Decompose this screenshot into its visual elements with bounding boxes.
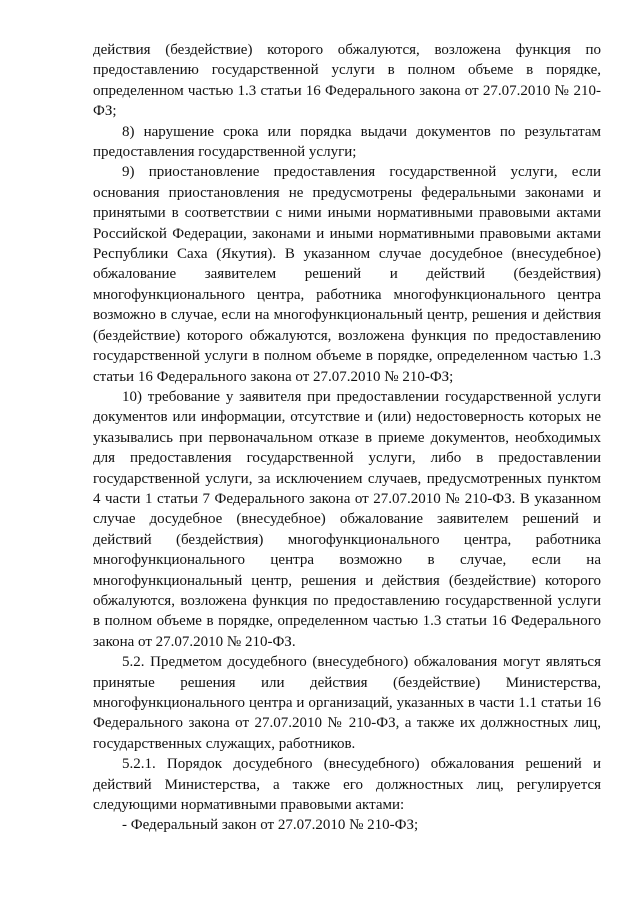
paragraph-item-8: 8) нарушение срока или порядка выдачи документов по результатам предоставления государственной услуги; — [93, 123, 601, 161]
list-item-federal-law: - Федеральный закон от 27.07.2010 № 210-ФЗ; — [122, 817, 419, 834]
paragraph-item-9: 9) приостановление предоставления государственной услуги, если основания приостановления не предусмотрены федеральными законами и принятыми в соответствии с ними иными нормативными правовыми актами Российской Федерации, законами и иными нормативными правовыми актами Республики Саха (Якутия). В указанном случае досудебное (внесудебное) обжалование заявителем решений и действий (бездействия) многофункционального центра, работника многофункционального центра возможно в случае, если на многофункциональный центр, решения и действия (бездействие) которого обжалуются, возложена функция по предоставлению государственной услуги в полном объеме в порядке, определенном частью 1.3 статьи 16 Федерального закона от 27.07.2010 № 210-ФЗ; — [93, 164, 601, 385]
paragraph-continuation: действия (бездействие) которого обжалуются, возложена функция по предоставлению государственной услуги в полном объеме в порядке, определенном частью 1.3 статьи 16 Федерального закона от 27.07.2010 № 210-ФЗ; — [93, 42, 601, 120]
paragraph-5-2: 5.2. Предметом досудебного (внесудебного) обжалования могут являться принятые решения или действия (бездействие) Министерства, многофункционального центра и организаций, указанных в части 1.1 статьи 16 Федерального закона от 27.07.2010 № 210-ФЗ, а также их должностных лиц, государственных служащих, работников. — [93, 654, 601, 752]
document-body — [93, 40, 601, 836]
paragraph-5-2-1: 5.2.1. Порядок досудебного (внесудебного) обжалования решений и действий Министерства, а также его должностных лиц, регулируется следующими нормативными правовыми актами: — [93, 756, 601, 814]
paragraph-item-10: 10) требование у заявителя при предоставлении государственной услуги документов или информации, отсутствие и (или) недостоверность которых не указывались при первоначальном отказе в приеме документов, необходимых для предоставления государственной услуги, либо в предоставлении государственной услуги, за исключением случаев, предусмотренных пунктом 4 части 1 статьи 7 Федерального закона от 27.07.2010 № 210-ФЗ. В указанном случае досудебное (внесудебное) обжалование заявителем решений и действий (бездействия) многофункционального центра, работника многофункционального центра возможно в случае, если на многофункциональный центр, решения и действия (бездействие) которого обжалуются, возложена функция по предоставлению государственной услуги в полном объеме в порядке, определенном частью 1.3 статьи 16 Федерального закона от 27.07.2010 № 210-ФЗ. — [93, 388, 601, 650]
